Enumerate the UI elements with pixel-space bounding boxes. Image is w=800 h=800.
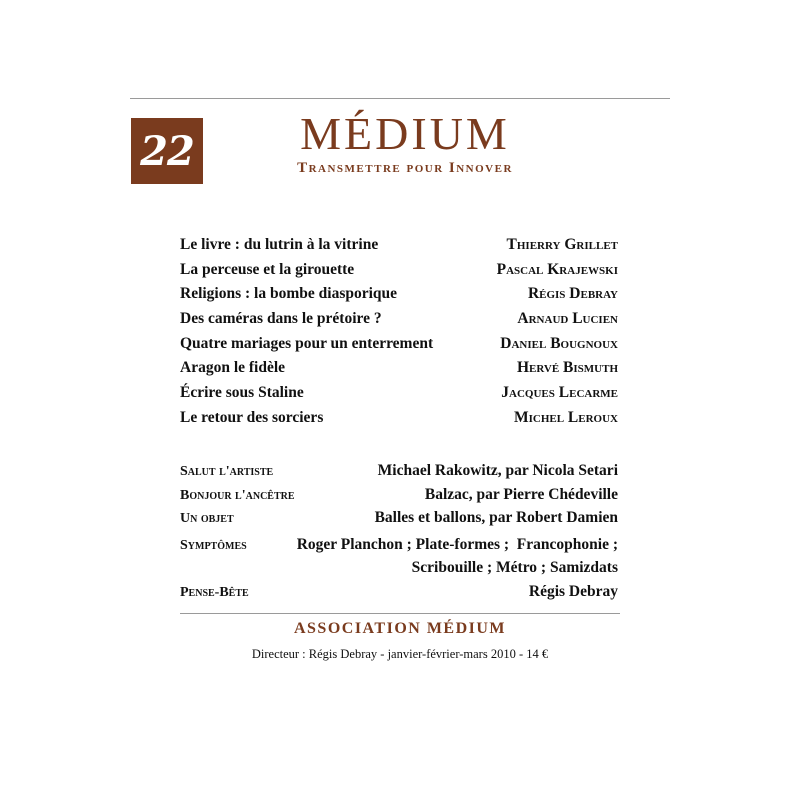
rubric-name: Pense-Bête xyxy=(180,584,249,600)
rubric-text: Balles et ballons, par Robert Damien xyxy=(374,509,618,526)
article-title: Des caméras dans le prétoire ? xyxy=(180,310,382,328)
rubric-row xyxy=(180,533,618,580)
article-author: Hervé Bismuth xyxy=(516,359,618,377)
magazine-subtitle: Transmettre pour Innover xyxy=(297,160,513,176)
article-row xyxy=(180,359,618,384)
rubric-text: Régis Debray xyxy=(528,582,618,600)
article-row xyxy=(180,236,618,261)
article-row xyxy=(180,285,618,310)
article-author: Régis Debray xyxy=(527,285,618,303)
rubric-text: Michael Rakowitz, par Nicola Setari xyxy=(377,462,618,479)
rubric-row xyxy=(180,486,618,510)
magazine-title: MÉDIUM xyxy=(300,108,510,159)
article-title: Écrire sous Staline xyxy=(180,384,304,402)
article-title: La perceuse et la girouette xyxy=(180,260,355,278)
publication-info: Directeur : Régis Debray - janvier-février-mars 2010 - 14 € xyxy=(251,647,549,661)
article-row xyxy=(180,310,618,335)
article-title: Aragon le fidèle xyxy=(180,359,286,377)
rubric-name: Salut l'artiste xyxy=(180,464,274,479)
article-row xyxy=(180,335,618,360)
article-row xyxy=(180,384,618,409)
article-author: Jacques Lecarme xyxy=(501,384,618,402)
rubric-text-line: Roger Planchon ; Plate-formes ; Francophonie ; xyxy=(296,535,618,553)
article-row xyxy=(180,261,618,286)
article-title: Le livre : du lutrin à la vitrine xyxy=(180,236,379,253)
article-author: Pascal Krajewski xyxy=(496,260,618,278)
article-title: Le retour des sorciers xyxy=(180,408,324,426)
rubric-text-line: Scribouille ; Métro ; Samizdats xyxy=(411,559,618,576)
table-of-contents xyxy=(180,236,618,434)
rubric-name: Un objet xyxy=(180,511,234,526)
rubric-text: Balzac, par Pierre Chédeville xyxy=(424,485,618,503)
rubrics-list xyxy=(180,462,618,606)
article-title: Religions : la bombe diasporique xyxy=(180,285,398,303)
article-author: Daniel Bougnoux xyxy=(500,334,618,352)
rubric-name: Symptômes xyxy=(180,537,247,553)
rubric-name: Bonjour l'ancêtre xyxy=(180,487,295,503)
article-author: Michel Leroux xyxy=(513,408,618,426)
association-name: ASSOCIATION MÉDIUM xyxy=(293,620,507,637)
rubric-row xyxy=(180,462,618,486)
top-rule xyxy=(130,98,670,99)
issue-number: 22 xyxy=(140,127,194,175)
article-author: Arnaud Lucien xyxy=(517,310,618,328)
bottom-rule xyxy=(180,613,620,614)
article-row xyxy=(180,409,618,434)
rubric-row xyxy=(180,583,618,607)
issue-number-badge xyxy=(131,118,203,184)
article-author: Thierry Grillet xyxy=(506,236,618,253)
article-title: Quatre mariages pour un enterrement xyxy=(180,334,434,352)
rubric-row xyxy=(180,509,618,533)
masthead xyxy=(260,108,550,177)
rubric-text xyxy=(297,533,618,580)
